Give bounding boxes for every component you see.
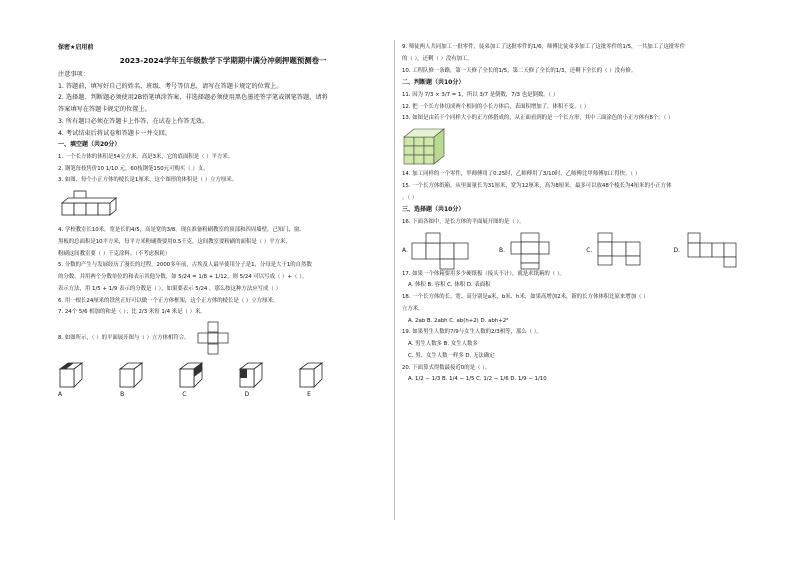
cube-e-icon[interactable]: [298, 361, 324, 389]
cube-label-a: A: [58, 391, 63, 398]
cube-d-icon[interactable]: [238, 361, 264, 389]
question-1: 1. 一个长方体的体积是54立方米，高是3米，它的底面积是（ ）平方米。: [58, 153, 234, 160]
question-16: 16. 下面各图中，是长方体的平面展开图的是（ ）。: [402, 218, 525, 225]
net-option-c[interactable]: [586, 231, 644, 271]
section-judge-heading: 二、判断题（共10分）: [402, 79, 465, 87]
net-label-c: C.: [586, 246, 593, 254]
question-12: 12. 把一个长方体切成两个相同的小长方体后，表面积增加了，体积不变。（ ）: [402, 103, 590, 110]
cube-net-figure: [196, 321, 230, 355]
question-4-cont: 黑板的总面积是10平方米，每平方米粉刷费要用0.5千克。这间教室要粉刷的面积是（ ）平方米，: [58, 238, 291, 245]
net-b-icon: [507, 231, 557, 271]
section-fill-heading: 一、填空题（共20分）: [58, 141, 121, 149]
question-4: 4. 学校教室长10米，宽是长的4/5，高是宽的3/8。现在准备粉刷教室的顶部和四周墙壁，已知门、窗、: [58, 227, 305, 233]
net-d-icon: [682, 231, 742, 271]
left-column: [58, 44, 388, 399]
question-19: 19. 如果男生人数的7/9与女生人数的2/3相等，那么（ ）。: [402, 329, 542, 336]
section-choice-heading: 三、选择题（共10分）: [402, 206, 465, 214]
cube-c-icon[interactable]: [178, 361, 204, 389]
cube-a-icon[interactable]: [58, 361, 84, 389]
question-4-cont2: 粉刷这间教室要（ ）千克涂料。（不考虑损耗）: [58, 250, 171, 257]
question-17-options[interactable]: A. 体积 B. 容积 C. 体积 D. 表面积: [408, 282, 491, 289]
cube-option-labels: [58, 391, 388, 399]
question-5-cont: 的分数，并用两个分数单位的和表示其他分数，如 5/24 = 1/8 + 1/12，则 5/24 可以写成（ ）+（ ）。: [58, 274, 308, 280]
question-18-cont: 立方米。: [402, 305, 424, 312]
question-2: 2. 钢笔每枝售价10 1/10 元，60枝钢笔150元可购买（ ）支。: [58, 165, 209, 172]
note-item: 1. 答题前，填写好自己的姓名、班级、考号等信息，请写在答题卡规定的位置上。: [58, 82, 283, 90]
question-9-cont: 的（ ），还剩（ ）没有加工。: [402, 55, 473, 62]
net-option-a[interactable]: [402, 231, 470, 271]
question-6: 6. 用一根长24厘米的铁丝正好可以做一个正方体框架，这个正方体的棱长是（ ）立方厘米。: [58, 297, 279, 304]
question-19-options-cd[interactable]: C. 男、女生人数一样多 D. 无法确定: [408, 352, 495, 359]
question-20-options[interactable]: A. 1/2 − 1/3 B. 1/4 − 1/5 C. 1/2 − 1/6 D. 1/9 − 1/10: [408, 376, 547, 383]
question-5: 5. 分数的产生与发展经历了漫长的过程。2000多年前，古埃及人最早使用分子是1，分母是大于1的自然数: [58, 262, 312, 269]
question-20: 20. 下面算式得数最接近0的是（ ）。: [402, 364, 491, 371]
net-options: [402, 231, 742, 271]
notes-heading: 注意事项：: [58, 70, 89, 78]
note-item: 2. 选择题、判断题必须使用2B铅笔填涂答案，非选择题必须使用黑色墨迹签字笔或钢笔答题，请将: [58, 94, 328, 102]
question-9: 9. 师徒两人共同加工一批零件，徒弟加工了这批零件的1/6，师傅比徒弟多加工了这批零件的1/5，一共加工了这批零件: [402, 44, 685, 50]
cube-b-icon[interactable]: [118, 361, 144, 389]
question-18-options[interactable]: A. 2ab B. 2abh C. ab(h+2) D. abh+2²: [408, 317, 509, 324]
question-17: 17. 如果一个体箱要用多少硬纸板（接头不计），就是求纸箱的（ ）。: [402, 270, 565, 277]
cube-label-c: C: [182, 391, 187, 398]
column-divider: [394, 40, 395, 520]
net-a-icon: [410, 231, 470, 271]
net-option-b[interactable]: [499, 231, 557, 271]
green-cube-figure: [402, 127, 446, 167]
question-19-options-ab[interactable]: A. 男生人数多 B. 女生人数多: [408, 341, 478, 347]
notes-block: [58, 71, 388, 138]
question-3: 3. 如图，每个小正方体的棱长是1厘米，这个图形的体积是（ ）立方厘米。: [58, 177, 238, 184]
net-label-b: B.: [499, 246, 506, 254]
net-option-d[interactable]: [673, 231, 742, 271]
question-13: 13. 如图是由若干个同样大小的正方体搭成的，从正面看到的是一个长方形，其中三面涂色的小正方体有8个。（ ）: [402, 115, 674, 122]
question-15: 15. 一个长方体纸箱，从里面量长为31厘米，宽为12厘米，高为8厘米。最多可以放48个棱长为4厘米的小正方体: [402, 182, 672, 189]
question-10: 10. 工程队修一条路，第一天修了全长的1/5，第二天修了全长的1/3，还剩下全长的（ ）没有修。: [402, 67, 637, 74]
cube-label-b: B: [120, 391, 125, 398]
net-label-a: A.: [402, 246, 408, 254]
question-8: 8. 如图所示，（ ）的平面展开图与（ ）立方体相符合。: [58, 334, 190, 341]
note-item: 3. 所有题目必须在答题卡上作答，在试卷上作答无效。: [58, 117, 209, 125]
question-14: 14. 加工同样的一个零件，甲师傅用了0.25时，乙师傅用了3/10时，乙师傅比甲师傅加工得快。（ ）: [402, 171, 641, 177]
cube-stack-figure: [58, 189, 128, 223]
cube-label-e: E: [307, 391, 311, 398]
exam-title: 2023-2024学年五年级数学下学期期中满分冲刺押题预测卷一: [119, 55, 327, 65]
net-label-d: D.: [673, 246, 680, 254]
note-item: 答案填写在答题卡规定的位置上。: [58, 106, 151, 113]
question-11: 11. 因为 7/3 × 3/7 = 1，所以 3/7 是倒数，7/3 也是倒数。（ ）: [402, 91, 559, 98]
question-5-cont2: 表示方法，用 1/5 + 1/9 表示的分数是（ ），如果要表示 5/24 ，那么按这种方法应写成（ ）: [58, 285, 281, 292]
cube-options: [58, 361, 388, 389]
question-18: 18. 一个长方体的长、宽、高分别是a米、b米、h米，如果高增加2米，新的长方体体积比原来增加（ ）: [402, 294, 649, 300]
question-15-cont: 。（ ）: [402, 194, 418, 201]
note-item: 4. 考试结束后将试卷和答题卡一并交回。: [58, 129, 172, 137]
right-column: [402, 44, 742, 388]
question-7: 7. 24个 5/6 相加的和是（ ）；比 2/3 米短 1/4 米是（ ）米。: [58, 309, 206, 316]
cube-label-d: D: [244, 391, 250, 398]
confidential-badge: 保密★启用前: [58, 44, 94, 51]
net-c-icon: [594, 231, 644, 271]
